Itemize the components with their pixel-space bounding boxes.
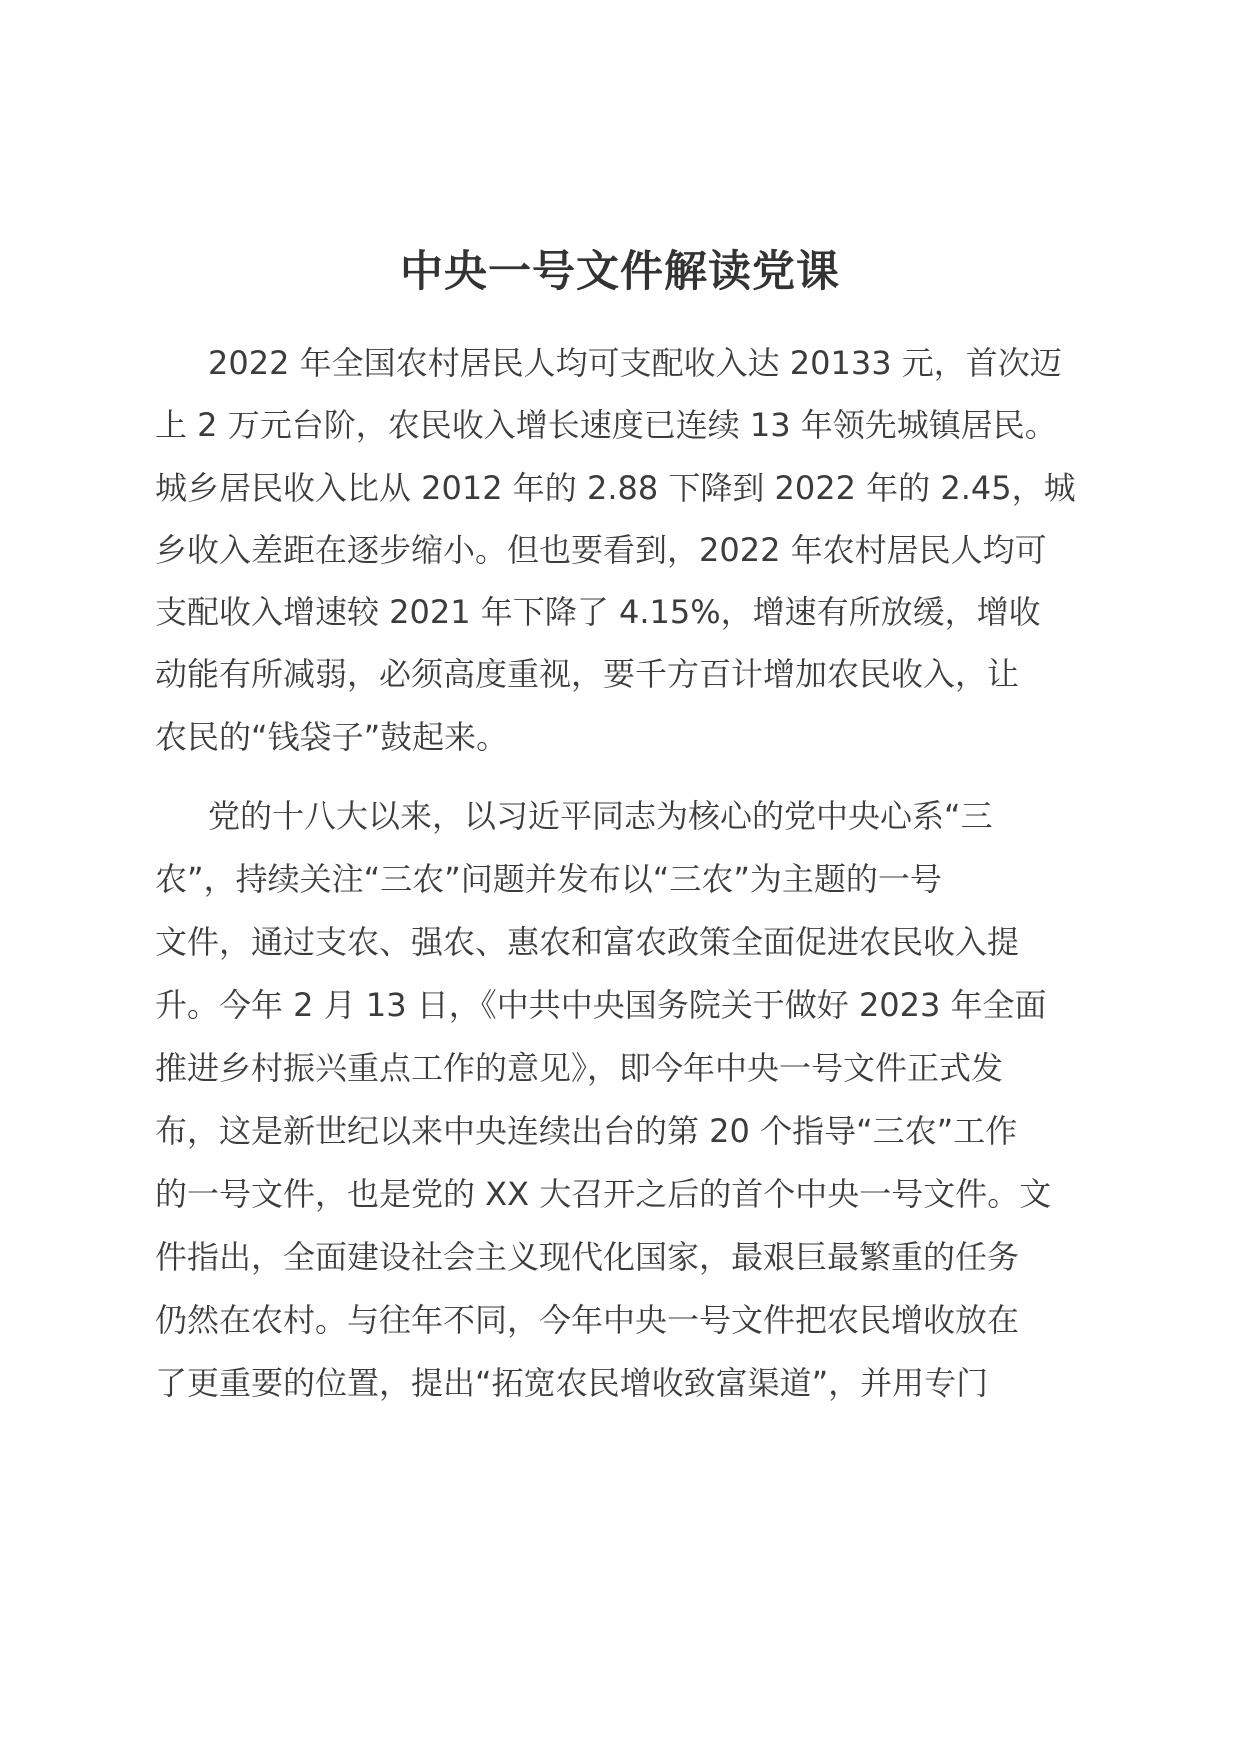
paragraph-2-line-8: 件指出，全面建设社会主义现代化国家，最艰巨最繁重的任务 [155, 1238, 1020, 1276]
paragraph-1-line-2: 上 2 万元台阶，农民收入增长速度已连续 13 年领先城镇居民。 [155, 406, 1057, 444]
paragraph-2-line-9: 仍然在农村。与往年不同，今年中央一号文件把农民增收放在 [155, 1301, 1020, 1339]
paragraph-2-line-6: 布，这是新世纪以来中央连续出台的第 20 个指导“三农”工作 [155, 1112, 1018, 1150]
paragraph-1-line-7: 农民的“钱袋子”鼓起来。 [155, 718, 509, 756]
paragraph-2-line-5: 推进乡村振兴重点工作的意见》，即今年中央一号文件正式发 [155, 1049, 1004, 1087]
paragraph-1-line-5: 支配收入增速较 2021 年下降了 4.15%，增速有所放缓，增收 [155, 593, 1041, 631]
paragraph-2-line-3: 文件，通过支农、强农、惠农和富农政策全面促进农民收入提 [155, 923, 1020, 961]
paragraph-1-line-6: 动能有所减弱，必须高度重视，要千方百计增加农民收入，让 [155, 655, 1020, 693]
paragraph-2-line-1: 党的十八大以来，以习近平同志为核心的党中央心系“三 [208, 797, 993, 835]
paragraph-1-line-4: 乡收入差距在逐步缩小。但也要看到，2022 年农村居民人均可 [155, 531, 1047, 569]
paragraph-2-line-10: 了更重要的位置，提出“拓宽农民增收致富渠道”，并用专门 [155, 1364, 989, 1402]
paragraph-2-line-7: 的一号文件，也是党的 XX 大召开之后的首个中央一号文件。文 [155, 1175, 1052, 1213]
paragraph-1-line-3: 城乡居民收入比从 2012 年的 2.88 下降到 2022 年的 2.45，城 [155, 469, 1076, 507]
paragraph-2-line-4: 升。今年 2 月 13 日，《中共中央国务院关于做好 2023 年全面 [155, 986, 1047, 1024]
paragraph-2-line-2: 农”，持续关注“三农”问题并发布以“三农”为主题的一号 [155, 860, 942, 898]
document-title: 中央一号文件解读党课 [400, 247, 840, 297]
paragraph-1-line-1: 2022 年全国农村居民人均可支配收入达 20133 元，首次迈 [208, 344, 1062, 382]
